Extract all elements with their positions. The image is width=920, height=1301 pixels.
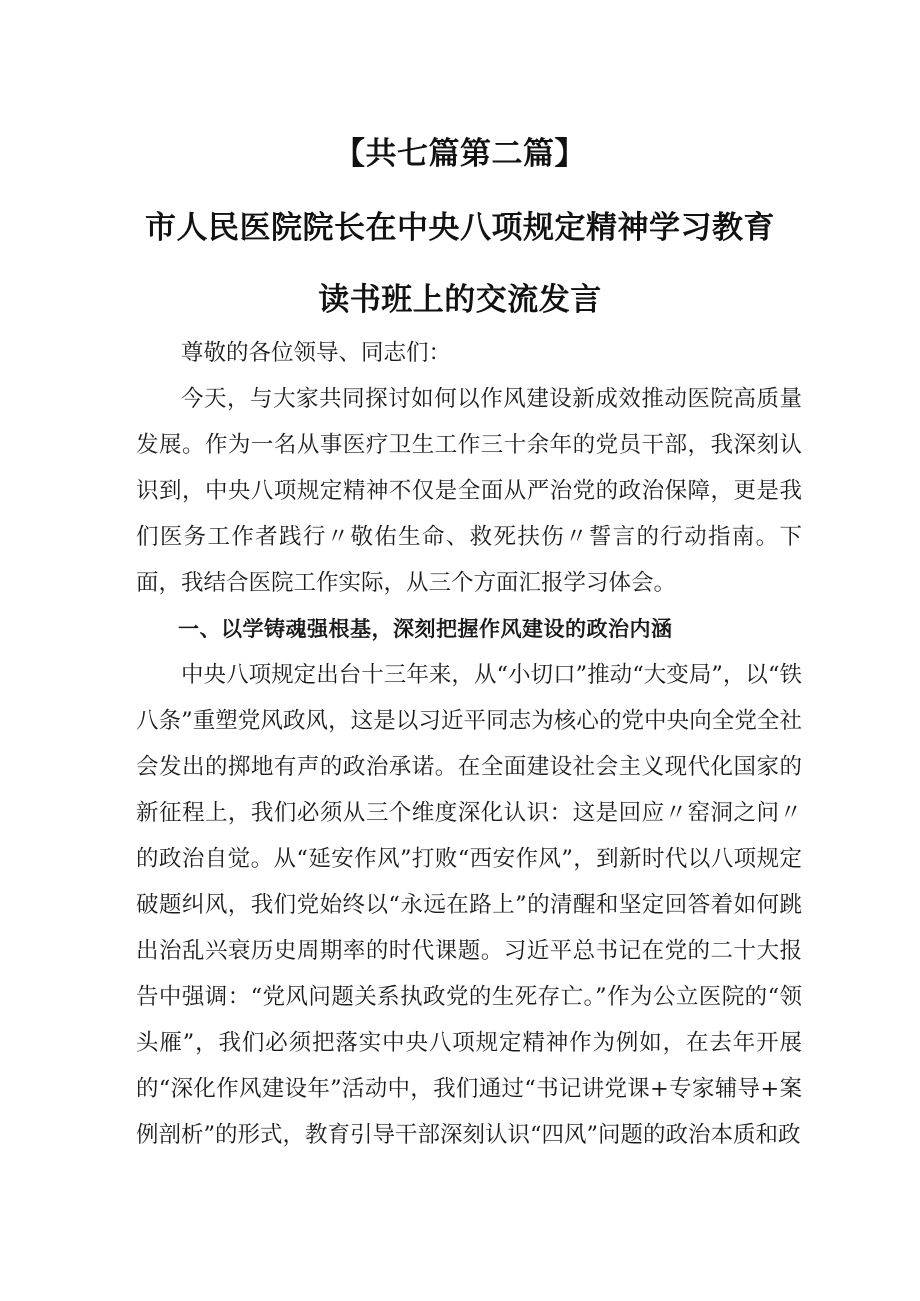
series-tag: 【共七篇第二篇】 — [334, 136, 586, 172]
title-line-1: 市人民医院院长在中央八项规定精神学习教育 — [145, 210, 775, 246]
section-1-paragraph-1: 中央八项规定出台十三年来，从“小切口”推动“大变局”，以“铁八条”重塑党风政风，这是以习近平同志为核心的党中央向全党全社会发出的掷地有声的政治承诺。在全面建设社会主义现代化国家的新征程上，我们必须从三个维度深化认识：这是回应〃窑洞之问〃的政治自觉。从“延安作风”打败“西安作风”，到新时代以八项规定破题纠风，我们党始终以“永远在路上”的清醒和坚定回答着如何跳出治乱兴衰历史周期率的时代课题。习近平总书记在党的二十大报告中强调：“党风问题关系执政党的生死存亡。”作为公立医院的“领头雁”，我们必须把落实中央八项规定精神作为例如，在去年开展的“深化作风建设年”活动中，我们通过“书记讲党课+专家辅导+案例剖析”的形式，教育引导干部深刻认识“四风”问题的政治本质和政 — [136, 662, 802, 1148]
salutation: 尊敬的各位领导、同志们： — [181, 340, 452, 366]
section-1-heading: 一、以学铸魂强根基，深刻把握作风建设的政治内涵 — [178, 617, 673, 641]
document-body — [136, 330, 802, 1158]
intro-paragraph: 今天，与大家共同探讨如何以作风建设新成效推动医院高质量发展。作为一名从事医疗卫生工作三十余年的党员干部，我深刻认识到，中央八项规定精神不仅是全面从严治党的政治保障，更是我们医务工作者践行〃敬佑生命、救死扶伤〃誓言的行动指南。下面，我结合医院工作实际，从三个方面汇报学习体会。 — [136, 386, 802, 596]
title-line-2: 读书班上的交流发言 — [318, 282, 602, 318]
